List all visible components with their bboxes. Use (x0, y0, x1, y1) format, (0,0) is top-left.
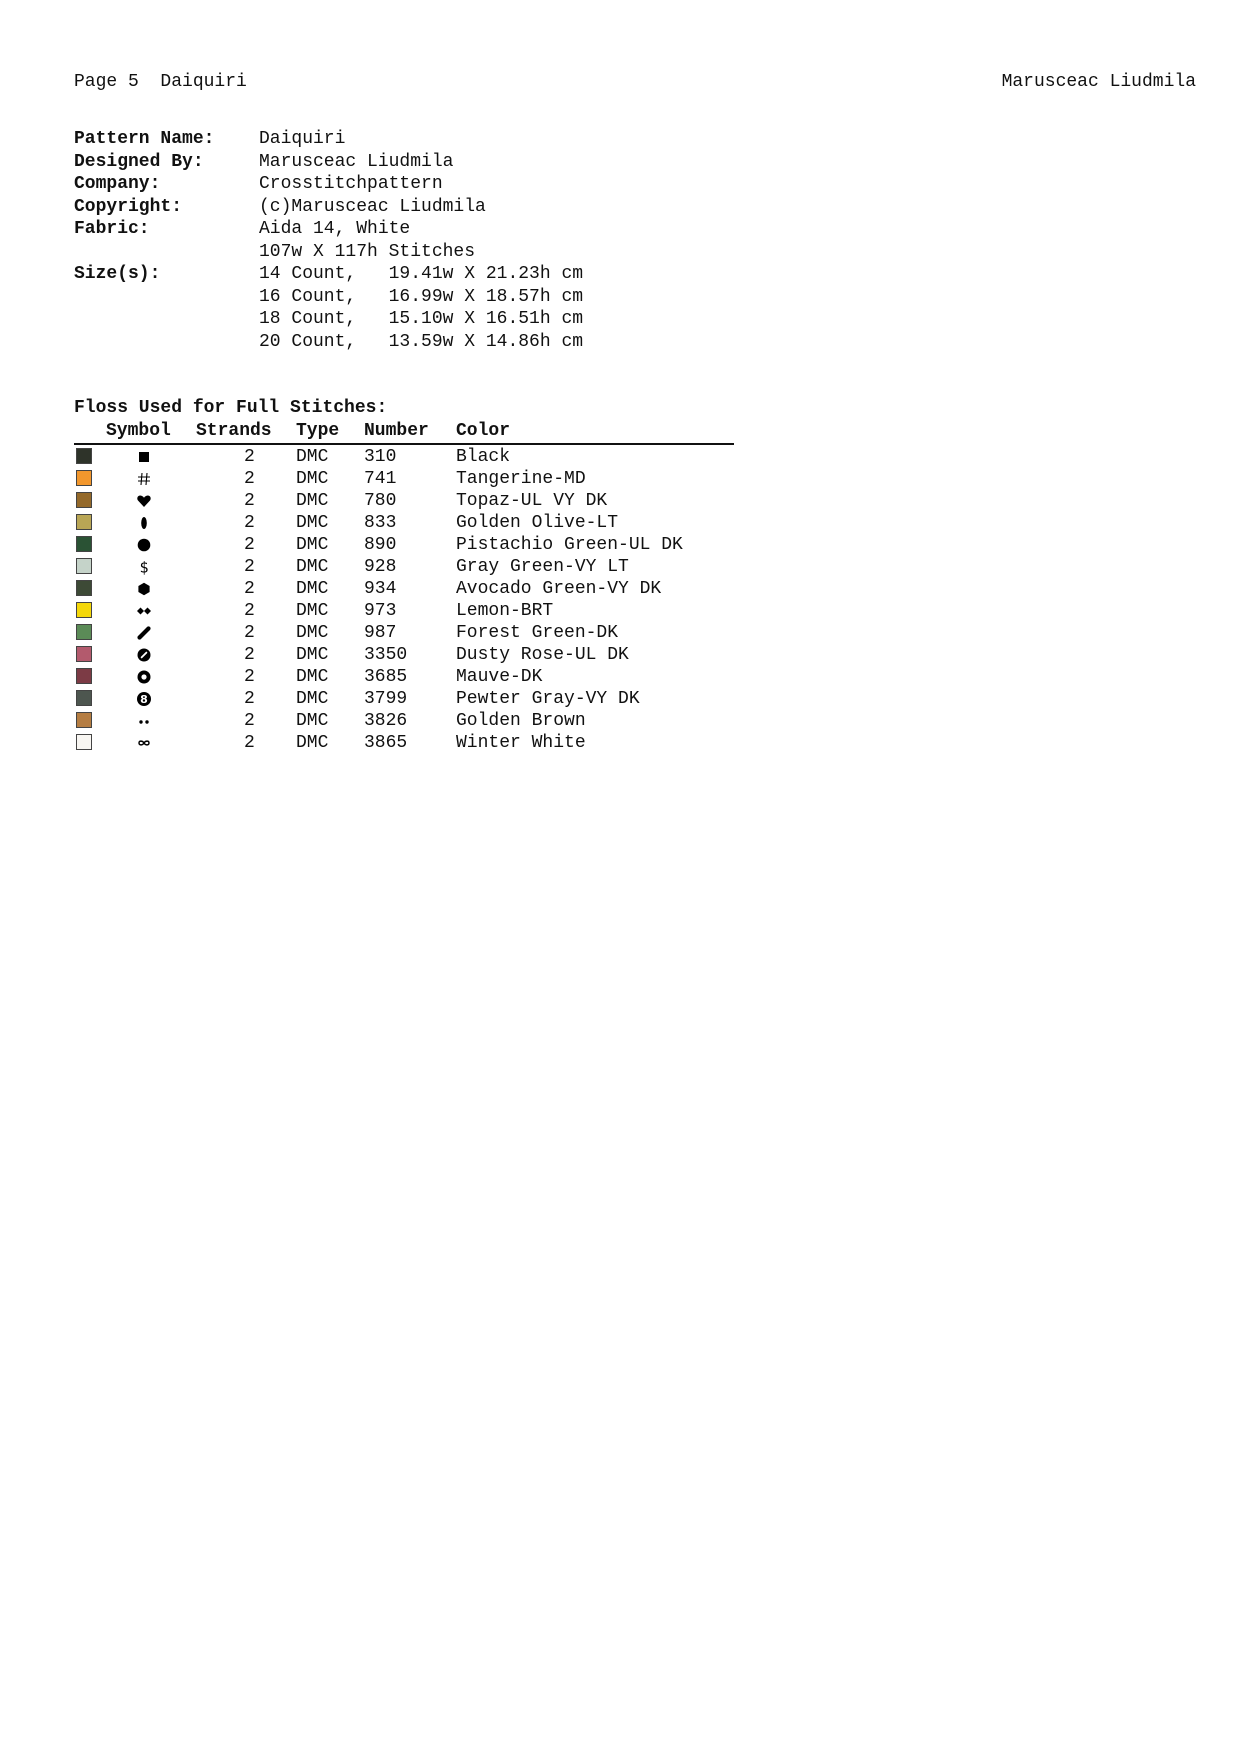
table-row (74, 446, 734, 468)
svg-text:$: $ (139, 559, 149, 575)
floss-table (74, 420, 734, 753)
svg-text:8: 8 (140, 693, 148, 706)
type-cell: DMC (296, 711, 329, 731)
number-cell: 310 (364, 447, 397, 467)
table-row (74, 556, 734, 578)
table-row (74, 534, 734, 556)
info-value: 14 Count, 19.41w X 21.23h cm (259, 264, 584, 284)
type-cell: DMC (296, 645, 329, 665)
number-cell: 3865 (364, 733, 408, 753)
info-value: Crosstitchpattern (259, 174, 443, 194)
color-swatch (76, 536, 92, 552)
heart-icon (136, 493, 152, 509)
color-name-cell: Avocado Green-VY DK (456, 579, 662, 599)
circle-eight-icon (136, 691, 152, 707)
page-label: Page 5 (74, 72, 139, 92)
type-cell: DMC (296, 469, 329, 489)
hexagon-filled-icon (136, 581, 152, 597)
strands-cell: 2 (244, 491, 255, 511)
pattern-name-header: Daiquiri (160, 72, 247, 92)
color-name-cell: Forest Green-DK (456, 623, 619, 643)
number-cell: 934 (364, 579, 397, 599)
strands-cell: 2 (244, 711, 255, 731)
table-row (74, 622, 734, 644)
info-value: 20 Count, 13.59w X 14.86h cm (259, 331, 584, 352)
color-swatch (76, 624, 92, 640)
strands-cell: 2 (244, 469, 255, 489)
table-row (74, 468, 734, 490)
col-color: Color (456, 421, 511, 441)
col-number: Number (364, 421, 429, 441)
table-row (74, 732, 734, 754)
color-swatch (76, 668, 92, 684)
infinity-icon (136, 735, 152, 751)
strands-cell: 2 (244, 535, 255, 555)
type-cell: DMC (296, 623, 329, 643)
col-type: Type (296, 421, 340, 441)
two-dots-icon (136, 713, 152, 729)
color-swatch (76, 558, 92, 574)
table-row (74, 688, 734, 710)
strands-cell: 2 (244, 689, 255, 709)
color-swatch (76, 448, 92, 464)
strands-cell: 2 (244, 601, 255, 621)
color-name-cell: Dusty Rose-UL DK (456, 645, 629, 665)
info-value: (c)Marusceac Liudmila (259, 196, 486, 217)
type-cell: DMC (296, 513, 329, 533)
floss-title: Floss Used for Full Stitches: (74, 398, 388, 418)
info-label: Pattern Name: (74, 129, 215, 149)
info-value: 107w X 117h Stitches (259, 241, 476, 262)
color-swatch (76, 602, 92, 618)
info-value: Daiquiri (259, 129, 346, 149)
number-cell: 3685 (364, 667, 408, 687)
dollar-icon (136, 559, 152, 575)
color-name-cell: Topaz-UL VY DK (456, 491, 608, 511)
strands-cell: 2 (244, 733, 255, 753)
color-swatch (76, 492, 92, 508)
strands-cell: 2 (244, 513, 255, 533)
number-cell: 987 (364, 623, 397, 643)
type-cell: DMC (296, 491, 329, 511)
color-name-cell: Pewter Gray-VY DK (456, 689, 640, 709)
color-name-cell: Gray Green-VY LT (456, 557, 629, 577)
type-cell: DMC (296, 535, 329, 555)
color-name-cell: Golden Brown (456, 711, 586, 731)
color-swatch (76, 712, 92, 728)
col-symbol: Symbol (106, 421, 171, 441)
strands-cell: 2 (244, 579, 255, 599)
circle-filled-icon (136, 537, 152, 553)
floss-header-row (74, 420, 734, 442)
number-cell: 3350 (364, 645, 408, 665)
strands-cell: 2 (244, 447, 255, 467)
color-name-cell: Mauve-DK (456, 667, 543, 687)
color-name-cell: Pistachio Green-UL DK (456, 535, 683, 555)
color-swatch (76, 690, 92, 706)
color-name-cell: Winter White (456, 733, 586, 753)
circle-slash-icon (136, 647, 152, 663)
square-filled-icon (136, 449, 152, 465)
header-divider (74, 443, 734, 445)
type-cell: DMC (296, 447, 329, 467)
info-value: Aida 14, White (259, 219, 411, 239)
color-swatch (76, 734, 92, 750)
number-cell: 833 (364, 513, 397, 533)
type-cell: DMC (296, 733, 329, 753)
color-name-cell: Lemon-BRT (456, 601, 554, 621)
color-swatch (76, 580, 92, 596)
strands-cell: 2 (244, 623, 255, 643)
table-row (74, 600, 734, 622)
strands-cell: 2 (244, 557, 255, 577)
table-row (74, 490, 734, 512)
type-cell: DMC (296, 667, 329, 687)
number-cell: 3826 (364, 711, 408, 731)
info-label: Company: (74, 174, 161, 194)
slash-pill-icon (136, 625, 152, 641)
strands-cell: 2 (244, 645, 255, 665)
col-strands: Strands (196, 421, 272, 441)
number-cell: 741 (364, 469, 397, 489)
info-value: Marusceac Liudmila (259, 151, 454, 172)
number-cell: 928 (364, 557, 397, 577)
info-label: Copyright: (74, 196, 183, 217)
number-cell: 973 (364, 601, 397, 621)
number-cell: 890 (364, 535, 397, 555)
table-row (74, 578, 734, 600)
oval-vertical-icon (136, 515, 152, 531)
table-row (74, 710, 734, 732)
floss-rows (74, 446, 734, 754)
strands-cell: 2 (244, 667, 255, 687)
color-swatch (76, 470, 92, 486)
table-row (74, 666, 734, 688)
page-header-left (74, 72, 247, 92)
type-cell: DMC (296, 601, 329, 621)
type-cell: DMC (296, 579, 329, 599)
double-diamond-icon (136, 603, 152, 619)
circle-ring-icon (136, 669, 152, 685)
info-value: 18 Count, 15.10w X 16.51h cm (259, 309, 584, 329)
number-cell: 780 (364, 491, 397, 511)
info-value: 16 Count, 16.99w X 18.57h cm (259, 286, 584, 307)
color-name-cell: Black (456, 447, 511, 467)
type-cell: DMC (296, 557, 329, 577)
table-row (74, 644, 734, 666)
info-label: Size(s): (74, 264, 161, 284)
color-name-cell: Golden Olive-LT (456, 513, 619, 533)
hash-icon (136, 471, 152, 487)
color-swatch (76, 514, 92, 530)
info-label: Fabric: (74, 219, 150, 239)
number-cell: 3799 (364, 689, 408, 709)
color-swatch (76, 646, 92, 662)
color-name-cell: Tangerine-MD (456, 469, 586, 489)
table-row (74, 512, 734, 534)
info-label: Designed By: (74, 151, 204, 172)
author-header: Marusceac Liudmila (1001, 72, 1196, 92)
type-cell: DMC (296, 689, 329, 709)
